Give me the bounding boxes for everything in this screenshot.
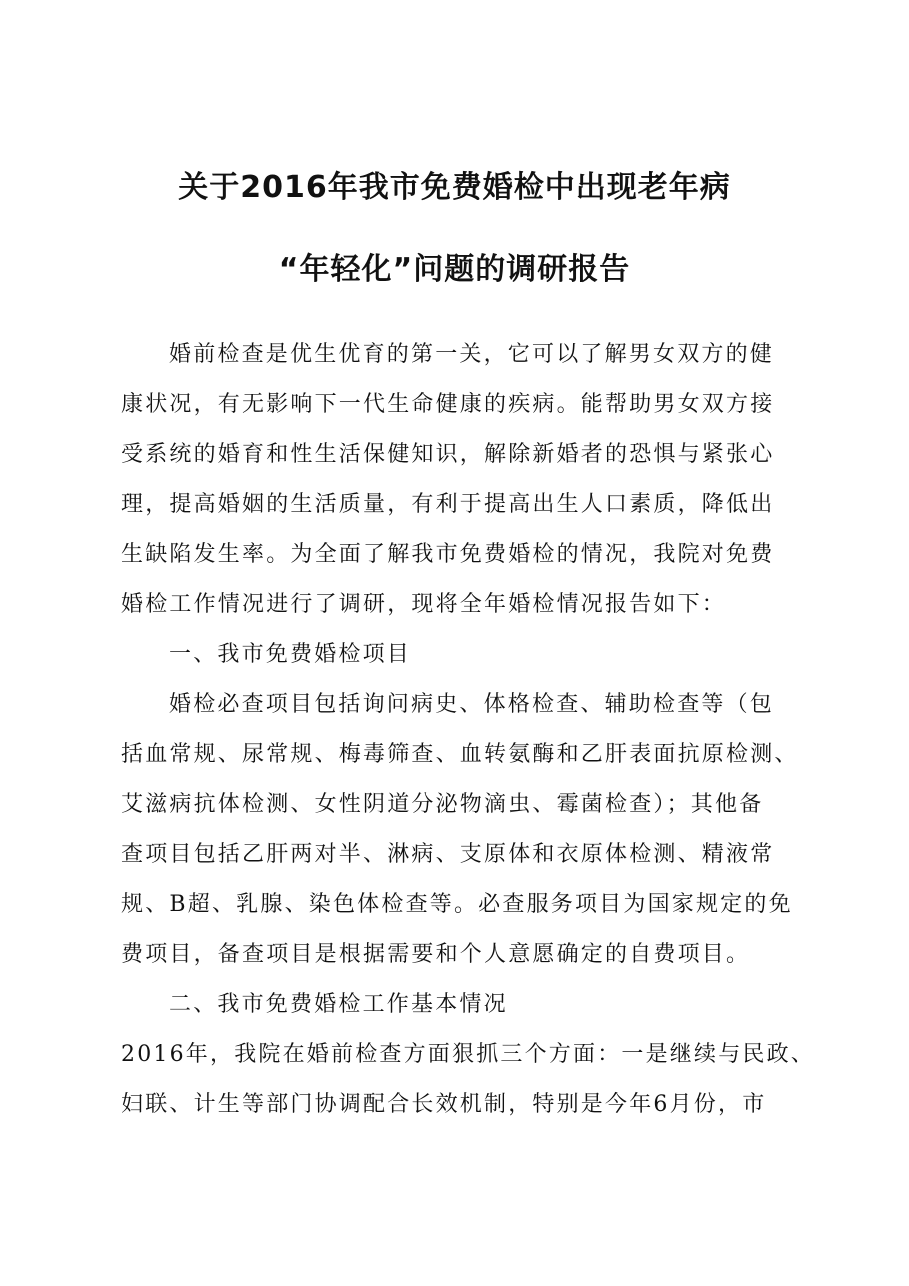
section-heading: 一、我市免费婚检项目	[169, 642, 412, 667]
paragraph-line: 费项目，备查项目是根据需要和个人意愿确定的自费项目。	[121, 942, 751, 967]
paragraph-line: 康状况，有无影响下一代生命健康的疾病。能帮助男女双方接	[121, 392, 775, 417]
paragraph-line: 艾滋病抗体检测、女性阴道分泌物滴虫、霉菌检查）；其他备	[121, 792, 764, 817]
paragraph-line: 括血常规、尿常规、梅毒筛查、血转氨酶和乙肝表面抗原检测、	[121, 742, 799, 767]
document-title-line-1: 关于2016年我市免费婚检中出现老年病	[178, 170, 731, 205]
paragraph-line: 受系统的婚育和性生活保健知识，解除新婚者的恐惧与紧张心	[121, 442, 775, 467]
paragraph-line: 理，提高婚姻的生活质量，有利于提高出生人口素质，降低出	[121, 492, 775, 517]
section-heading: 二、我市免费婚检工作基本情况	[169, 992, 508, 1017]
paragraph-line: 生缺陷发生率。为全面了解我市免费婚检的情况，我院对免费	[121, 542, 775, 567]
paragraph-line: 婚检必查项目包括询问病史、体格检查、辅助检查等（包	[169, 692, 775, 717]
paragraph-line: 规、B超、乳腺、染色体检查等。必查服务项目为国家规定的免	[121, 892, 793, 917]
paragraph-line: 婚检工作情况进行了调研，现将全年婚检情况报告如下：	[121, 592, 727, 617]
document-body	[121, 330, 815, 1130]
paragraph-line: 查项目包括乙肝两对半、淋病、支原体和衣原体检测、精液常	[121, 842, 775, 867]
paragraph-line: 妇联、计生等部门协调配合长效机制，特别是今年6月份，市	[121, 1092, 767, 1117]
paragraph-line: 2016年，我院在婚前检查方面狠抓三个方面：一是继续与民政、	[121, 1042, 815, 1067]
document-title-line-2: “年轻化”问题的调研报告	[278, 252, 631, 287]
paragraph-line: 婚前检查是优生优育的第一关，它可以了解男女双方的健	[169, 342, 775, 367]
